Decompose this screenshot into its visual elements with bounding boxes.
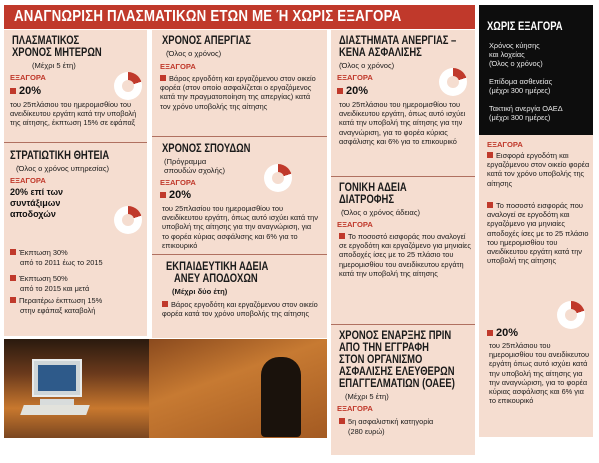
percentage-value: αποδοχών [10,209,56,219]
divider [4,142,147,143]
purchase-tag: ΕΞΑΓΟΡΑ [160,178,196,187]
purchase-tag: ΕΞΑΓΟΡΑ [487,140,523,149]
section-subtitle: (Όλος ο χρόνος) [339,61,395,70]
list-item: Τακτική ανεργία ΟΑΕΔ [489,104,563,113]
list-item-detail: από το 2015 και μετά [20,284,90,293]
percentage-value: 20% [160,189,191,201]
section-subtitle: (Όλος ο χρόνος) [166,49,222,58]
list-item-detail: (280 ευρώ) [348,427,385,436]
percentage-donut-icon [264,164,292,192]
section-text: Βάρος εργοδότη και εργαζόμενου στον οικείο φορέα (στον οποίο ασφαλίζεται ο εργαζόμενος κατά την πραγματοποίηση της απεργίας) κατά τον χρόνο υποβολής της αίτησης [160,74,316,111]
section-title: ΧΩΡΙΣ ΕΞΑΓΟΡΑ [487,21,563,33]
square-bullet-icon [10,275,16,281]
column-2 [152,30,327,338]
list-item-detail: (Όλος ο χρόνος) [489,59,543,68]
list-item-detail: από το 2011 έως το 2015 [20,258,103,267]
square-bullet-icon [160,75,166,81]
list-item: και λοχείας [489,50,525,59]
section-title: ΑΠΟ ΤΗΝ ΕΓΓΡΑΦΗ [339,342,429,354]
list-item: Επίδομα ασθενείας [489,77,553,86]
person-silhouette [261,357,301,437]
office-computer-photo [149,339,327,438]
section-subtitle: (Μέχρι 5 έτη) [32,61,76,70]
section-title: ΑΣΦΑΛΙΣΗΣ ΕΛΕΥΘΕΡΩΝ [339,366,455,378]
percentage-donut-icon [114,72,142,100]
list-item: Περαιτέρω έκπτωση 15% [10,296,145,305]
divider [331,324,475,325]
section-title: ΣΤΡΑΤΙΩΤΙΚΗ ΘΗΤΕΙΑ [10,150,110,162]
percentage-value: 20% επί των [10,187,64,197]
percentage-value: 20% [487,327,518,339]
section-text: Βάρος εργοδότη και εργαζόμενου στον οικείο φορέα κατά τον χρόνο υποβολής της αίτησης [162,300,318,319]
square-bullet-icon [162,301,168,307]
purchase-tag: ΕΞΑΓΟΡΑ [337,404,373,413]
section-subtitle: (Μέχρι δύο έτη) [172,287,228,296]
no-purchase-panel [479,5,593,135]
section-title: ΧΡΟΝΟΣ ΕΝΑΡΞΗΣ ΠΡΙΝ [339,330,452,342]
section-title: ΕΠΑΓΓΕΛΜΑΤΙΩΝ (ΟΑΕΕ) [339,378,455,390]
list-item-detail: (μέχρι 300 ημέρες) [489,113,551,122]
section-title: ΓΟΝΙΚΗ ΑΔΕΙΑ [339,182,407,194]
section-text: του 25πλασίου του ημερομισθίου του ανειδίκευτου εργάτη, όπως αυτό ισχύει κατά την υποβολή της αίτησης για την αναγνώριση, για το φορέα κύριας ασφάλισης και 6% για το επικουρικό [162,204,318,250]
purchase-tag: ΕΞΑΓΟΡΑ [337,73,373,82]
square-bullet-icon [339,233,345,239]
section-text: του 25πλάσιου του ημερομισθίου του ανειδίκευτου εργάτη όπως αυτό ισχύει κατά την υποβολή της αίτησης για την αναγνώριση, για το φορέα κύριας ασφάλισης και 6% για το επικουρικό [489,341,590,406]
purchase-tag: ΕΞΑΓΟΡΑ [10,73,46,82]
section-subtitle: (Όλος ο χρόνος υπηρεσίας) [16,164,110,173]
list-item: Χρόνος κύησης [489,41,540,50]
list-item-detail: (μέχρι 300 ημέρες) [489,86,551,95]
square-bullet-icon [10,88,16,94]
section-title: ΧΡΟΝΟΣ ΜΗΤΕΡΩΝ [12,47,102,59]
column-1 [4,30,147,336]
section-subtitle: σπουδών σχολής) [164,166,226,175]
section-title: ΠΛΑΣΜΑΤΙΚΟΣ [12,35,80,47]
square-bullet-icon [10,297,16,303]
page-title: ΑΝΑΓΝΩΡΙΣΗ ΠΛΑΣΜΑΤΙΚΩΝ ΕΤΩΝ ΜΕ Ή ΧΩΡΙΣ ΕΞΑΓΟΡΑ [14,8,402,25]
percentage-donut-icon [557,301,585,329]
square-bullet-icon [487,152,493,158]
section-subtitle: (Μέχρι 5 έτη) [345,392,389,401]
percentage-donut-icon [114,206,142,234]
purchase-tag: ΕΞΑΓΟΡΑ [160,62,196,71]
divider [152,136,327,137]
section-text: του 25πλάσιου του ημερομισθίου του ανειδίκευτου εργάτη κατά την υποβολή της αίτησης, έκπτωση 15% σε εφάπαξ [10,100,137,128]
section-title: ΔΙΑΤΡΟΦΗΣ [339,194,395,206]
section-text: Το ποσοστό εισφοράς που αναλογεί σε εργοδότη και εργαζόμενο για μηνιαίες αποδοχές ίσες με το 25 πλάσιο του ημερομισθίου του ανειδίκευτου εργάτη κατά την υποβολή της αίτησης [487,201,589,266]
section-title: ΑΝΕΥ ΑΠΟΔΟΧΩΝ [174,273,258,285]
square-bullet-icon [160,192,166,198]
section-text: Το ποσοστό εισφοράς που αναλογεί σε εργοδότη και εργαζόμενο για μηνιαίες αποδοχές ίσες με το 25 πλάσιο του ημερομισθίου του ανειδίκευτου εργάτη κατά την υποβολή της αίτησης [339,232,471,278]
square-bullet-icon [487,202,493,208]
section-text: Εισφορά εργοδότη και εργαζόμενου στον οικείο φορέα κατά τον χρόνο υποβολής της αίτησης [487,151,590,188]
square-bullet-icon [10,249,16,255]
percentage-value: 20% [337,85,368,97]
divider [331,176,475,177]
keyboard-icon [20,405,90,415]
section-title: ΣΤΟΝ ΟΡΓΑΝΙΣΜΟ [339,354,423,366]
computer-monitor-icon [32,359,82,397]
divider [152,254,327,255]
list-item: Έκπτωση 50% [10,274,145,283]
section-title: ΧΡΟΝΟΣ ΑΠΕΡΓΙΑΣ [162,35,251,47]
section-title: ΔΙΑΣΤΗΜΑΤΑ ΑΝΕΡΓΙΑΣ – [339,35,457,47]
office-computer-photo [4,339,149,438]
list-item: Έκπτωση 30% [10,248,145,257]
section-title: ΚΕΝΑ ΑΣΦΑΛΙΣΗΣ [339,47,422,59]
list-item: 5η ασφαλιστική κατηγορία [339,417,471,426]
column-4 [479,5,593,437]
square-bullet-icon [337,88,343,94]
section-title: ΧΡΟΝΟΣ ΣΠΟΥΔΩΝ [162,143,251,155]
percentage-donut-icon [439,68,467,96]
column-3 [331,30,475,455]
square-bullet-icon [487,330,493,336]
list-item-detail: στην εφάπαξ καταβολή [20,306,96,315]
title-banner [4,5,475,29]
square-bullet-icon [339,418,345,424]
section-subtitle: (Όλος ο χρόνος άδειας) [341,208,421,217]
section-title: ΕΚΠΑΙΔΕΥΤΙΚΗ ΑΔΕΙΑ [166,261,269,273]
section-subtitle: (Πρόγραμμα [164,157,207,166]
percentage-value: συντάξιμων [10,198,61,208]
section-text: του 25πλάσιου του ημερομισθίου του ανειδίκευτου εργάτη, όπως αυτό ισχύει κατά την υποβολή της αίτησης για την αναγνώριση, για το φορέα κύριας ασφάλισης και 6% για το επικουρικό [339,100,466,146]
percentage-value: 20% [10,85,41,97]
purchase-tag: ΕΞΑΓΟΡΑ [337,220,373,229]
purchase-tag: ΕΞΑΓΟΡΑ [10,176,46,185]
